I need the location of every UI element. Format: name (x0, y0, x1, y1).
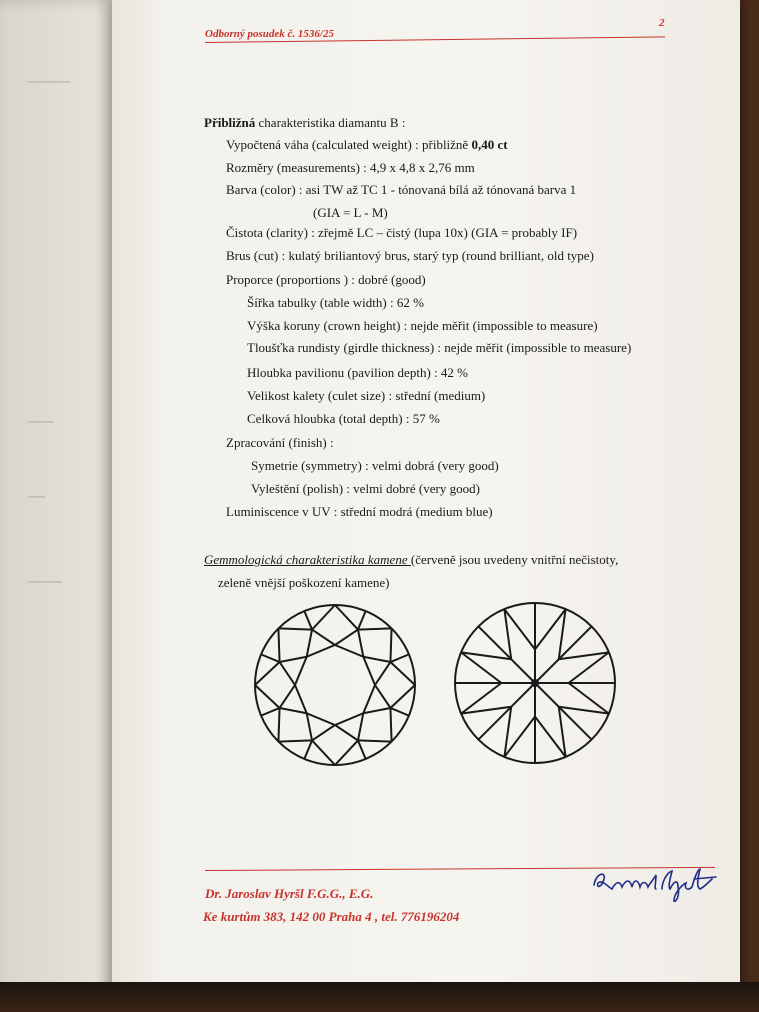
characteristics-heading: Přibližná charakteristika diamantu B : (204, 115, 406, 130)
author-address: Ke kurtům 383, 142 00 Praha 4 , tel. 776196204 (203, 909, 460, 924)
luminescence-line: Luminiscence v UV : střední modrá (medium blue) (226, 504, 493, 519)
pavilion-line: Hloubka pavilionu (pavilion depth) : 42 % (247, 365, 468, 380)
symmetry-line: Symetrie (symmetry) : velmi dobrá (very good) (251, 458, 499, 473)
crown-height-line: Výška koruny (crown height) : nejde měřit (impossible to measure) (247, 318, 598, 333)
weight-line: Vypočtená váha (calculated weight) : přibližně 0,40 ct (226, 137, 508, 152)
gemological-heading: Gemmologická charakteristika kamene (červeně jsou uvedeny vnitřní nečistoty, (204, 552, 619, 567)
report-title: Odborný posudek č. 1536/25 (205, 28, 334, 40)
underlying-page: ▁▁▁▁▁ ▁▁▁ ▁▁ ▁▁▁▁ (0, 0, 135, 1000)
pavilion-diagram (450, 598, 620, 768)
cut-line: Brus (cut) : kulatý briliantový brus, starý typ (round brilliant, old type) (226, 248, 594, 263)
polish-line: Vyleštění (polish) : velmi dobré (very good) (251, 481, 480, 496)
proportions-line: Proporce (proportions ) : dobré (good) (226, 272, 426, 287)
finish-line: Zpracování (finish) : (226, 435, 334, 450)
measurements-line: Rozměry (measurements) : 4,9 x 4,8 x 2,76 mm (226, 160, 475, 175)
table-width-line: Šířka tabulky (table width) : 62 % (247, 295, 424, 310)
color-line: Barva (color) : asi TW až TC 1 - tónovaná bílá až tónovaná barva 1 (226, 182, 577, 197)
page-number: 2 (659, 17, 665, 29)
gemological-note: zeleně vnější poškození kamene) (218, 575, 390, 590)
wood-edge (740, 0, 759, 1012)
signature (590, 865, 730, 905)
crown-diagram (250, 600, 420, 770)
desk-edge (0, 982, 759, 1012)
clarity-line: Čistota (clarity) : zřejmě LC – čistý (lupa 10x) (GIA = probably IF) (226, 225, 578, 240)
total-depth-line: Celková hloubka (total depth) : 57 % (247, 411, 440, 426)
girdle-line: Tloušťka rundisty (girdle thickness) : nejde měřit (impossible to measure) (247, 340, 632, 355)
author-name: Dr. Jaroslav Hyršl F.G.G., E.G. (205, 886, 374, 901)
culet-line: Velikost kalety (culet size) : střední (medium) (247, 388, 486, 403)
color-gia-line: (GIA = L - M) (313, 205, 388, 220)
